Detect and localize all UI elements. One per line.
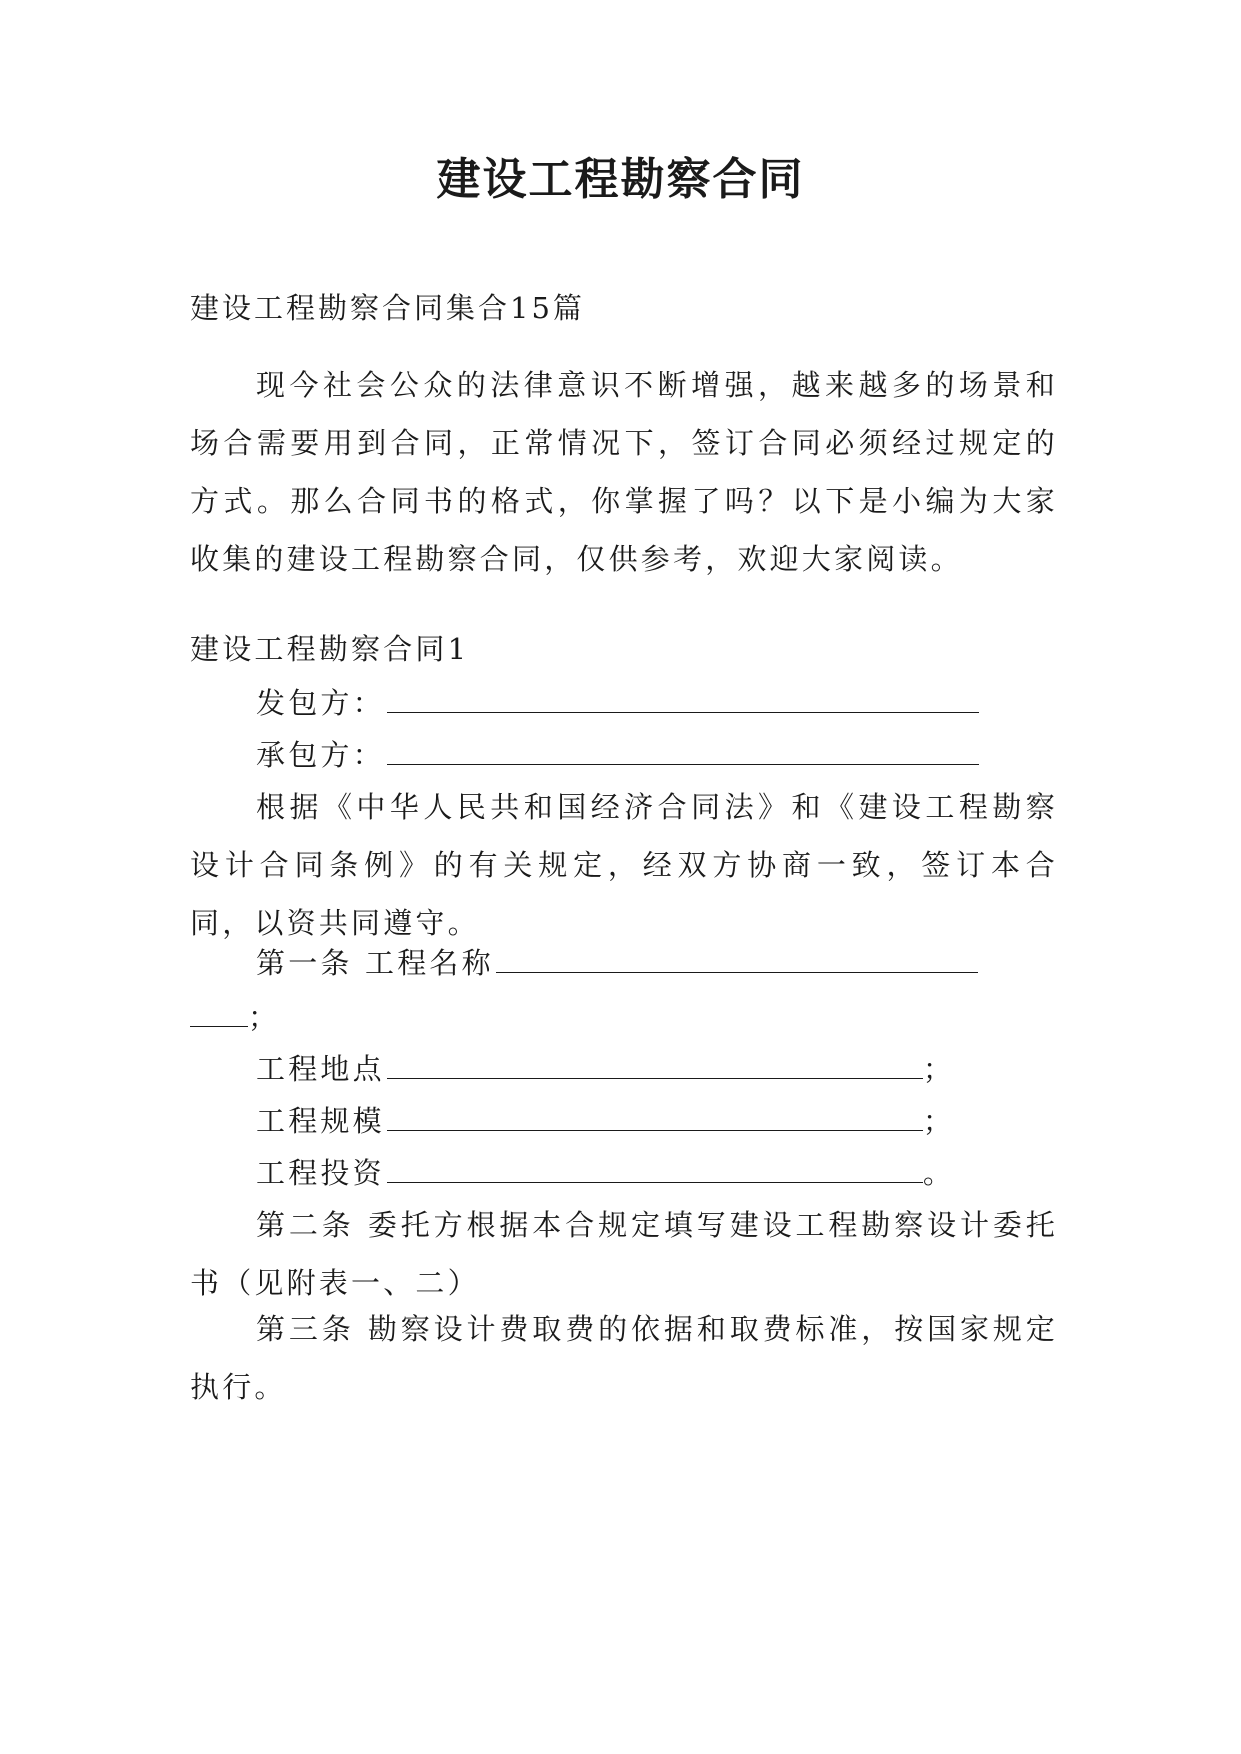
party-b-blank xyxy=(387,744,979,765)
document-subtitle: 建设工程勘察合同集合15篇 xyxy=(190,291,585,325)
document-title: 建设工程勘察合同 xyxy=(436,154,805,205)
intro-paragraph: 现今社会公众的法律意识不断增强，越来越多的场景和场合需要用到合同，正常情况下，签订合同必须经过规定的方式。那么合同书的格式，你掌握了吗？以下是小编为大家收集的建设工程勘察合同，仅供参考，欢迎大家阅读。 xyxy=(190,368,1058,576)
party-a-label: 发包方： xyxy=(256,686,385,720)
party-b-line xyxy=(190,726,1058,784)
article1-continuation xyxy=(190,988,1058,1046)
party-b-label: 承包方： xyxy=(256,738,385,772)
party-a-blank xyxy=(387,692,979,713)
investment-label: 工程投资 xyxy=(256,1156,385,1190)
location-end: ； xyxy=(922,1052,956,1086)
scale-blank xyxy=(387,1110,923,1131)
investment-blank xyxy=(387,1162,923,1183)
investment-line xyxy=(190,1144,1058,1202)
article3-paragraph: 第三条 勘察设计费取费的依据和取费标准，按国家规定执行。 xyxy=(190,1312,1058,1404)
article2-paragraph: 第二条 委托方根据本合规定填写建设工程勘察设计委托书（见附表一、二） xyxy=(190,1208,1058,1300)
scale-end: ； xyxy=(922,1104,956,1138)
project-name-blank-cont xyxy=(190,1006,248,1027)
project-name-blank xyxy=(496,952,978,973)
investment-end: 。 xyxy=(922,1156,956,1190)
basis-paragraph: 根据《中华人民共和国经济合同法》和《建设工程勘察设计合同条例》的有关规定，经双方协商一致，签订本合同，以资共同遵守。 xyxy=(190,790,1058,940)
section-heading: 建设工程勘察合同1 xyxy=(190,632,470,666)
scale-line xyxy=(190,1092,1058,1150)
article1-end: ； xyxy=(248,1000,281,1034)
party-a-line xyxy=(190,674,1058,732)
article1-line xyxy=(190,934,1058,992)
location-label: 工程地点 xyxy=(256,1052,385,1086)
scale-label: 工程规模 xyxy=(256,1104,385,1138)
location-blank xyxy=(387,1058,923,1079)
article1-label: 第一条 工程名称 xyxy=(256,946,494,980)
location-line xyxy=(190,1040,1058,1098)
